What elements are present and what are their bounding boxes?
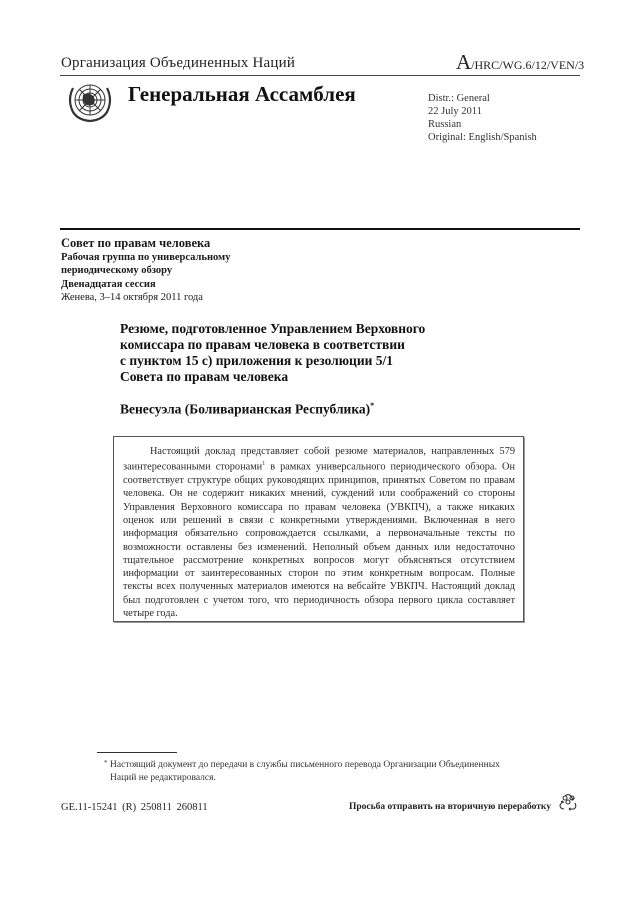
- summary-title: [120, 321, 520, 385]
- summary-title-line: Резюме, подготовленное Управлением Верховного: [120, 321, 426, 336]
- recycle-icon: [557, 792, 579, 814]
- country-heading: [120, 401, 374, 418]
- symbol-rest: /HRC/WG.6/12/VEN/3: [471, 58, 585, 72]
- symbol-prefix: A: [456, 50, 472, 74]
- distr-original: Original: English/Spanish: [428, 132, 537, 143]
- job-number: GE.11-15241 (R) 250811 260811: [61, 802, 208, 813]
- footnote-mark: *: [104, 759, 108, 767]
- header-rule: [60, 75, 580, 76]
- distr-status: Distr.: General: [428, 93, 490, 104]
- footnote-text: Настоящий документ до передачи в службы письменного перевода Организации Объединенных Наций не редактировался.: [110, 760, 500, 783]
- assembly-title: Генеральная Ассамблея: [128, 82, 356, 106]
- document-symbol: [456, 52, 584, 73]
- un-emblem-icon: [64, 78, 116, 124]
- distr-language: Russian: [428, 119, 462, 130]
- council-block: [61, 237, 230, 305]
- working-group-line1: Рабочая группа по универсальному: [61, 251, 231, 263]
- footnote-rule: [97, 752, 177, 753]
- section-rule: [60, 228, 580, 230]
- abstract-box: [113, 436, 524, 622]
- summary-title-line: Совета по правам человека: [120, 369, 289, 384]
- session-place-date: Женева, 3–14 октября 2011 года: [61, 292, 203, 303]
- organization-name: Организация Объединенных Наций: [61, 55, 296, 71]
- footnote: [104, 759, 510, 785]
- distribution-block: [428, 92, 537, 144]
- recycle-notice: Просьба отправить на вторичную переработку: [349, 802, 551, 812]
- country-name: Венесуэла (Боливарианская Республика): [120, 401, 371, 417]
- abstract-text: [123, 445, 515, 620]
- session-name: Двенадцатая сессия: [61, 278, 156, 290]
- abstract-part1: Настоящий доклад представляет собой резюме материалов, направленных 579 заинтересованными сторонами: [123, 446, 515, 473]
- country-footnote-mark[interactable]: *: [370, 401, 375, 410]
- distr-date: 22 July 2011: [428, 106, 482, 117]
- summary-title-line: с пунктом 15 с) приложения к резолюции 5/1: [120, 353, 394, 368]
- working-group-line2: периодическому обзору: [61, 265, 173, 276]
- abstract-footnote-mark[interactable]: 1: [262, 461, 266, 468]
- summary-title-line: комиссара по правам человека в соответствии: [120, 337, 405, 352]
- council-title: Совет по правам человека: [61, 236, 211, 250]
- abstract-part2: в рамках универсального периодического обзора. Он соответствует структуре общих руководящих принципов, принятых Советом по правам человека. Он не содержит никаких мнений, суждений или соображений со стороны Управления Верховного комиссара по правам человека (УВКПЧ), а также никаких оценок или решений в связи с конкретными утверждениями. Включенная в него информация обязательно сопровождается ссылками, а первоначальные тексты по возможности оставлены без изменений. Неполный объем данных или недостаточно тщательное рассмотрение конкретных вопросов могут объясняться отсутствием информации от заинтересованных сторон по этим конкретным вопросам. Полные тексты всех полученных материалов имеются на вебсайте УВКПЧ. Настоящий доклад был подготовлен с учетом того, что периодичность обзора первого цикла составляет четыре года.: [123, 461, 515, 619]
